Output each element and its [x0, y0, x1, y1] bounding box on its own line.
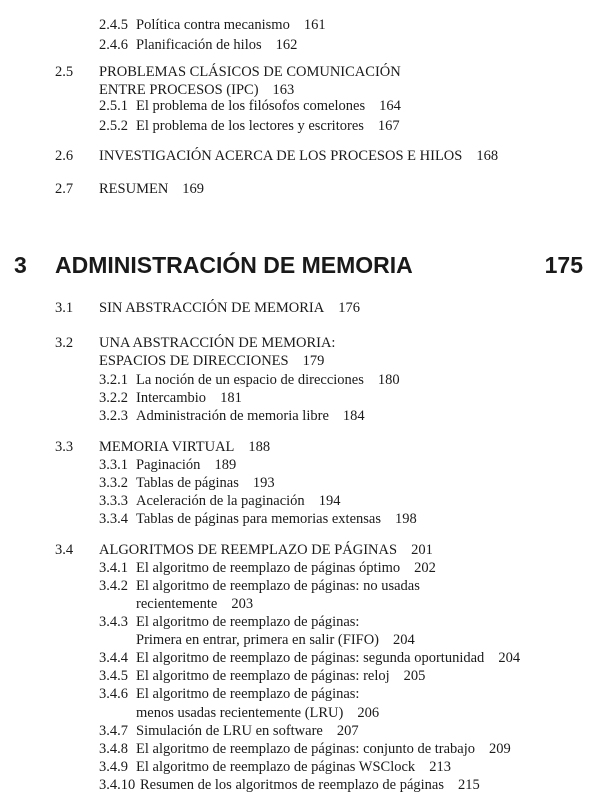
- toc-entry: [99, 438, 270, 456]
- toc-entry: [136, 740, 511, 758]
- toc-entry-page: 198: [395, 511, 417, 527]
- toc-entry-number: 3.4.1: [99, 560, 128, 576]
- toc-entry-title: Política contra mecanismo: [136, 17, 290, 33]
- toc-entry-number: 3.4.8: [99, 741, 128, 757]
- toc-entry-number: 3.3.1: [99, 457, 128, 473]
- toc-entry-title: El algoritmo de reemplazo de páginas:: [136, 686, 360, 702]
- toc-entry: [136, 456, 236, 474]
- toc-entry: [99, 334, 335, 352]
- toc-entry: [136, 389, 242, 407]
- toc-entry-number: 3.4.9: [99, 759, 128, 775]
- toc-entry: [136, 758, 451, 776]
- toc-entry-page: 202: [414, 560, 436, 576]
- toc-entry-title: El algoritmo de reemplazo de páginas: no usadas: [136, 578, 420, 594]
- toc-entry-title: Paginación: [136, 457, 201, 473]
- toc-entry-page: 189: [214, 457, 237, 473]
- toc-entry: [136, 492, 340, 510]
- toc-entry-title: Simulación de LRU en software: [136, 723, 323, 739]
- toc-entry-title: El algoritmo de reemplazo de páginas óptimo: [136, 560, 401, 576]
- toc-entry-title: El algoritmo de reemplazo de páginas: reloj: [136, 668, 390, 684]
- toc-entry-number: 3.4.6: [99, 686, 128, 702]
- toc-entry: [99, 147, 498, 165]
- toc-entry: [99, 63, 401, 81]
- toc-entry-page: 176: [338, 300, 360, 316]
- toc-entry-number: 3.4.10: [99, 777, 136, 793]
- toc-entry-title: Tablas de páginas para memorias extensas: [136, 511, 381, 527]
- toc-entry-number: 3.3: [55, 439, 74, 455]
- toc-entry-number: 2.5.1: [99, 98, 128, 114]
- toc-entry-page: 204: [498, 650, 521, 666]
- toc-entry-title: El problema de los filósofos comelones: [136, 98, 366, 114]
- toc-entry: [136, 577, 420, 595]
- toc-entry: [140, 776, 480, 794]
- toc-entry: [136, 685, 359, 703]
- toc-entry: [136, 559, 436, 577]
- toc-entry: [99, 180, 204, 198]
- toc-entry-title: recientemente: [136, 596, 218, 612]
- toc-entry-number: 3.4.2: [99, 578, 128, 594]
- toc-entry-page: 162: [275, 37, 298, 53]
- toc-entry-title: Intercambio: [136, 390, 207, 406]
- toc-entry-page: 179: [302, 353, 325, 369]
- toc-entry-title: SIN ABSTRACCIÓN DE MEMORIA: [99, 300, 325, 316]
- toc-entry-number: 3.2: [55, 335, 74, 351]
- toc-entry-title: El algoritmo de reemplazo de páginas:: [136, 614, 360, 630]
- toc-entry-page: 207: [336, 723, 359, 739]
- toc-entry: [136, 117, 400, 135]
- toc-entry-page: 215: [458, 777, 480, 793]
- toc-entry-number: 2.4.5: [99, 17, 128, 33]
- toc-entry-number: 3.2.3: [99, 408, 128, 424]
- toc-entry-title: Primera en entrar, primera en salir (FIFO): [136, 632, 380, 648]
- toc-entry-page: 209: [489, 741, 511, 757]
- toc-entry-number: 2.7: [55, 181, 74, 197]
- toc-entry-number: 2.5: [55, 64, 74, 80]
- toc-entry-title: Planificación de hilos: [136, 37, 262, 53]
- toc-entry-number: 3.4.5: [99, 668, 128, 684]
- toc-entry-number: 3.4.4: [99, 650, 128, 666]
- toc-entry-title: PROBLEMAS CLÁSICOS DE COMUNICACIÓN: [99, 64, 401, 80]
- chapter-heading: [0, 252, 600, 284]
- toc-entry: [136, 97, 401, 115]
- chapter-page: 175: [544, 252, 583, 278]
- toc-entry-number: 3.3.2: [99, 475, 128, 491]
- toc-entry-number: 3.4: [55, 542, 74, 558]
- toc-entry: [136, 722, 359, 740]
- toc-entry: [136, 510, 417, 528]
- toc-entry-number: 3.2.1: [99, 372, 128, 388]
- toc-entry: [136, 16, 326, 34]
- toc-entry-page: 184: [342, 408, 365, 424]
- toc-entry-title: Administración de memoria libre: [136, 408, 329, 424]
- toc-entry-page: 193: [252, 475, 275, 491]
- toc-entry-title: El algoritmo de reemplazo de páginas: segunda oportunidad: [136, 650, 485, 666]
- chapter-number: 3: [14, 252, 27, 278]
- toc-entry: [136, 36, 297, 54]
- toc-entry-number: 2.6: [55, 148, 74, 164]
- toc-entry-page: 167: [377, 118, 400, 134]
- toc-entry-title: ALGORITMOS DE REEMPLAZO DE PÁGINAS: [99, 542, 398, 558]
- toc-entry-title: La noción de un espacio de direcciones: [136, 372, 364, 388]
- toc-entry-title: El algoritmo de reemplazo de páginas: conjunto de trabajo: [136, 741, 476, 757]
- toc-entry-page: 204: [393, 632, 415, 648]
- toc-entry: [136, 371, 400, 389]
- toc-entry: [99, 352, 324, 370]
- toc-entry: [136, 631, 415, 649]
- chapter-title: ADMINISTRACIÓN DE MEMORIA: [55, 252, 413, 278]
- toc-entry-number: 2.4.6: [99, 37, 128, 53]
- toc-entry-title: ESPACIOS DE DIRECCIONES: [99, 353, 289, 369]
- toc-entry-title: UNA ABSTRACCIÓN DE MEMORIA:: [99, 335, 336, 351]
- toc-entry-page: 181: [220, 390, 242, 406]
- toc-entry-title: menos usadas recientemente (LRU): [136, 705, 344, 721]
- toc-entry: [136, 595, 253, 613]
- toc-entry-page: 205: [403, 668, 426, 684]
- toc-entry-page: 161: [303, 17, 326, 33]
- toc-entry-title: RESUMEN: [99, 181, 169, 197]
- toc-entry-page: 201: [411, 542, 433, 558]
- toc-entry-page: 168: [476, 148, 499, 164]
- toc-entry-title: El algoritmo de reemplazo de páginas WSClock: [136, 759, 416, 775]
- toc-entry-number: 3.3.4: [99, 511, 128, 527]
- toc-entry: [136, 407, 365, 425]
- toc-entry-number: 3.1: [55, 300, 74, 316]
- toc-entry-page: 164: [379, 98, 401, 114]
- toc-entry-number: 3.4.7: [99, 723, 128, 739]
- toc-entry: [136, 649, 520, 667]
- toc-entry-number: 3.2.2: [99, 390, 128, 406]
- toc-entry-number: 2.5.2: [99, 118, 128, 134]
- toc-entry-number: 3.4.3: [99, 614, 128, 630]
- toc-entry-page: 163: [272, 82, 295, 98]
- toc-entry-page: 180: [377, 372, 400, 388]
- toc-entry-number: 3.3.3: [99, 493, 128, 509]
- toc-entry-page: 169: [182, 181, 205, 197]
- toc-entry-title: ENTRE PROCESOS (IPC): [99, 82, 259, 98]
- toc-entry: [136, 613, 359, 631]
- toc-entry-page: 203: [231, 596, 254, 612]
- toc-entry: [136, 474, 275, 492]
- toc-entry-title: El problema de los lectores y escritores: [136, 118, 364, 134]
- toc-entry-page: 188: [248, 439, 271, 455]
- toc-entry: [99, 541, 433, 559]
- toc-entry: [99, 299, 360, 317]
- toc-entry-title: Resumen de los algoritmos de reemplazo de páginas: [140, 777, 445, 793]
- toc-entry: [136, 667, 425, 685]
- toc-entry-title: Aceleración de la paginación: [136, 493, 305, 509]
- toc-entry: [136, 704, 379, 722]
- toc-entry-page: 194: [318, 493, 341, 509]
- toc-entry-page: 213: [429, 759, 451, 775]
- toc-entry-title: MEMORIA VIRTUAL: [99, 439, 235, 455]
- toc-entry-page: 206: [357, 705, 380, 721]
- toc-entry-title: Tablas de páginas: [136, 475, 239, 491]
- toc-entry-title: INVESTIGACIÓN ACERCA DE LOS PROCESOS E HILOS: [99, 148, 463, 164]
